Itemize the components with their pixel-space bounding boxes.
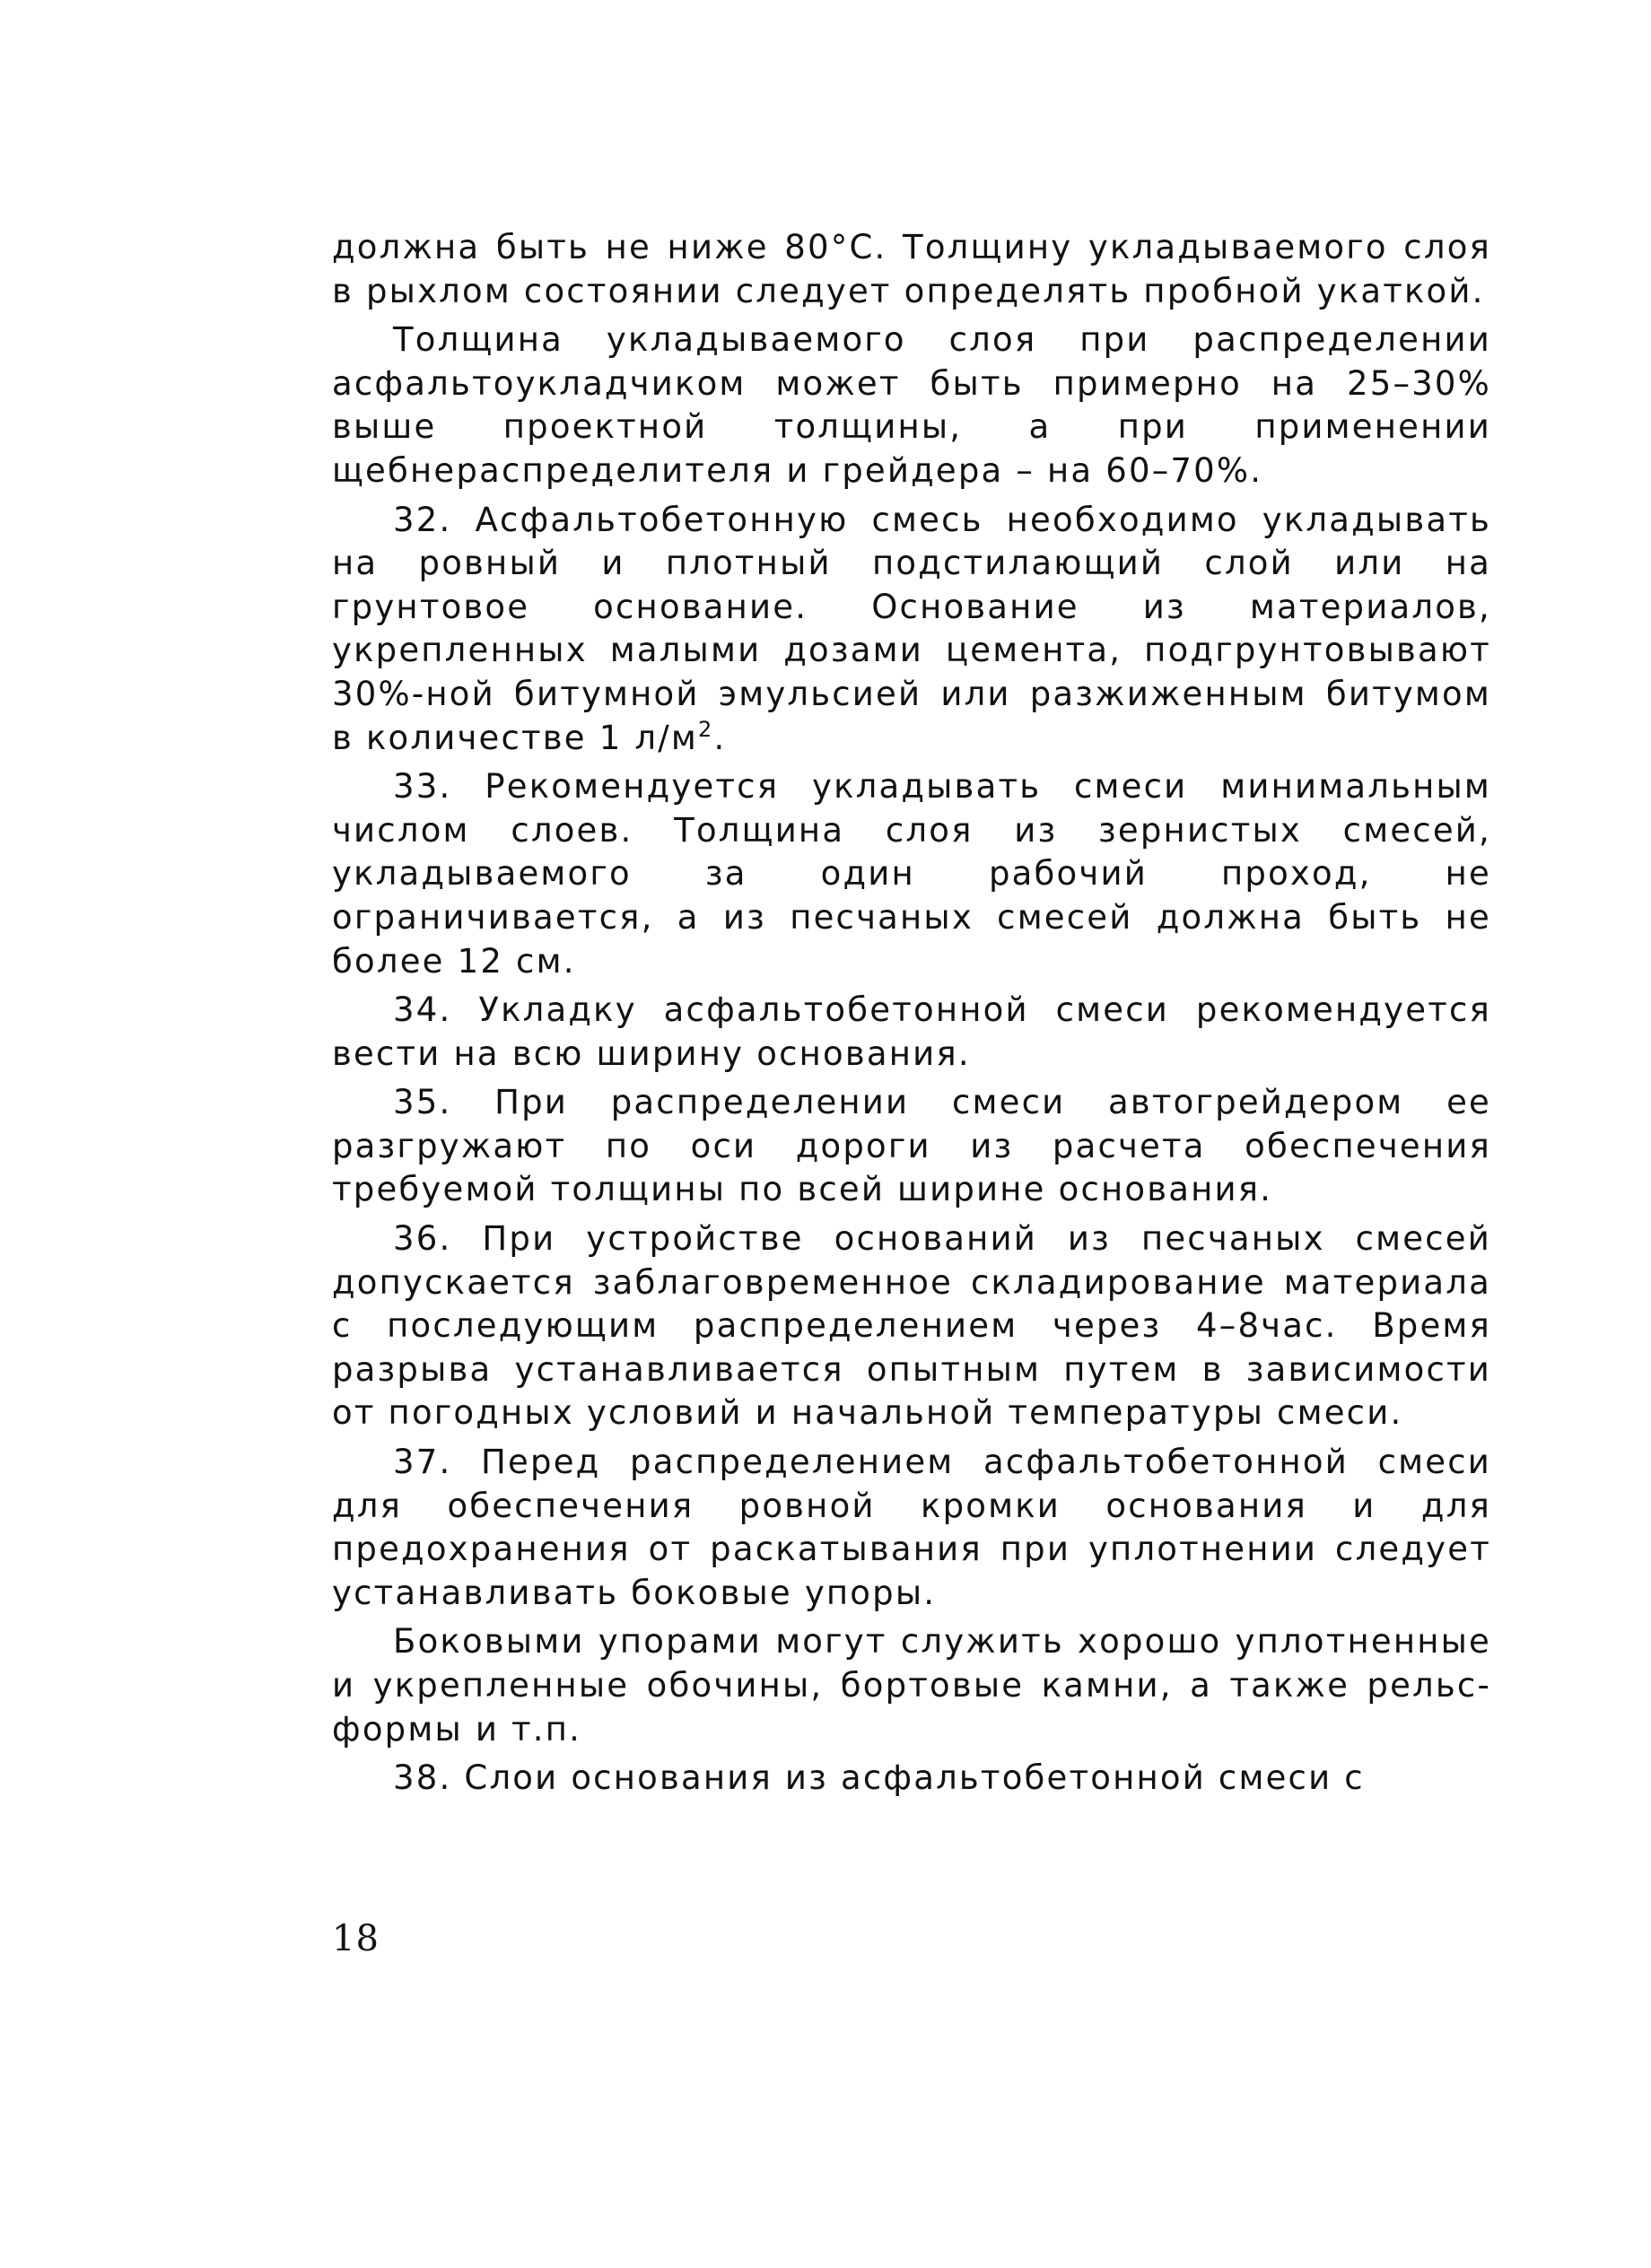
superscript-2: 2	[698, 716, 714, 742]
paragraph-36: 36. При устройстве оснований из песчаных смесей допускается заблаговременное складирование материала с последующим распределением через 4–8час. Время разрыва устанавливается опытным путем в зависимости от погодных условий и начальной температуры смеси.	[332, 1219, 1491, 1433]
page-number: 18	[332, 1918, 380, 1959]
paragraph-32-end: .	[713, 718, 727, 757]
paragraph-33: 33. Рекомендуется укладывать смеси минимальным числом слоев. Толщина слоя из зернистых смесей, укладываемого за один рабочий проход, не ограничивается, а из песчаных смесей должна быть не более 12 см.	[332, 767, 1491, 981]
paragraph-37: 37. Перед распределением асфальтобетонной смеси для обеспечения ровной кромки основания и для предохранения от раскатывания при уплотнении следует устанавливать боковые упоры.	[332, 1443, 1491, 1612]
paragraph-32-text: 32. Асфальтобетонную смесь необходимо укладывать на ровный и плотный подстилающий слой или на грунтовое основание. Основание из материалов, укрепленных малыми дозами цемента, подгрунтовывают 30%-ной битумной эмульсией или разжиженным битумом в количестве 1 л/м	[332, 500, 1491, 757]
paragraph-35: 35. При распределении смеси автогрейдером ее разгружают по оси дороги из расчета обеспечения требуемой толщины по всей ширине основания.	[332, 1083, 1491, 1209]
paragraph-continuation: должна быть не ниже 80°C. Толщину укладываемого слоя в рыхлом состоянии следует определять пробной укаткой.	[332, 228, 1491, 310]
document-page	[332, 226, 1491, 1806]
paragraph-34: 34. Укладку асфальтобетонной смеси рекомендуется вести на всю ширину основания.	[332, 990, 1491, 1073]
paragraph-side-stops: Боковыми упорами могут служить хорошо уплотненные и укрепленные обочины, бортовые камни, а также рельс-формы и т.п.	[332, 1622, 1491, 1749]
paragraph-layer-thickness: Толщина укладываемого слоя при распределении асфальтоукладчиком может быть примерно на 25–30% выше проектной толщины, а при применении щебнераспределителя и грейдера – на 60–70%.	[332, 320, 1491, 490]
paragraph-38: 38. Слои основания из асфальтобетонной смеси с	[393, 1758, 1365, 1798]
paragraph-32	[332, 499, 1491, 761]
